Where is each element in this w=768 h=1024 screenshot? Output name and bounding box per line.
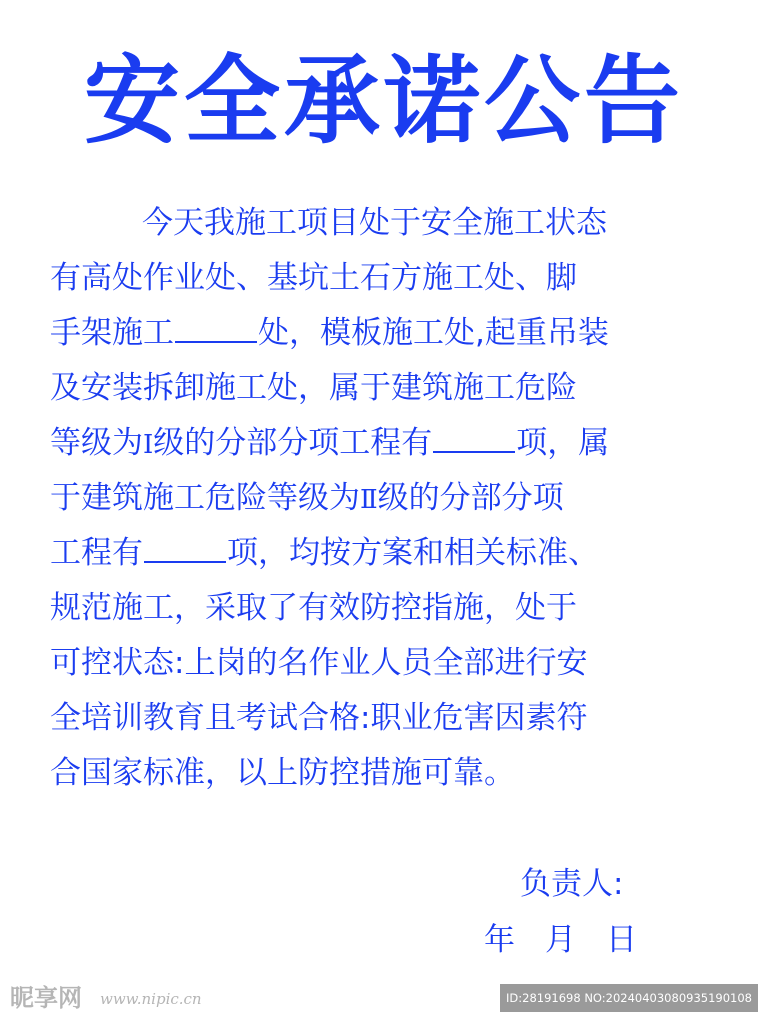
body-line-1: 今天我施工项目处于安全施工状态 — [142, 205, 607, 241]
watermark-logo: 昵享网 — [10, 984, 82, 1012]
roman-numeral-one: Ⅰ — [143, 430, 154, 460]
signature-block — [470, 862, 710, 962]
body-line-10: 全培训教育且考试合格:职业危害因素符 — [50, 700, 588, 736]
body-text: 级的分部分项工程有 — [153, 425, 433, 461]
body-line-8: 规范施工，采取了有效防控指施，处于 — [50, 590, 577, 626]
date-year: 年 — [484, 922, 515, 958]
roman-numeral-two: Ⅱ — [360, 485, 378, 515]
watermark-footer — [0, 980, 768, 1024]
body-text: 项，均按方案和相关标准、 — [227, 535, 599, 571]
body-line-6 — [50, 471, 730, 526]
body-text: 等级为 — [50, 425, 143, 461]
body-line-11: 合国家标准，以上防控措施可靠。 — [50, 755, 515, 791]
body-line-3 — [50, 306, 730, 361]
date-day: 日 — [606, 922, 637, 958]
watermark-url: www.nipic.cn — [100, 990, 202, 1008]
watermark-id-badge: ID:28191698 NO:20240403080935190108 — [500, 984, 758, 1012]
date-month: 月 — [545, 922, 576, 958]
date-line — [470, 918, 710, 962]
responsible-person-label: 负责人: — [520, 866, 624, 902]
body-text: 工程有 — [50, 535, 143, 571]
notice-body — [50, 196, 730, 801]
body-line-2: 有高处作业处、基坑土石方施工处、脚 — [50, 260, 577, 296]
body-line-9: 可控状态:上岗的名作业人员全部进行安 — [50, 645, 588, 681]
body-line-7 — [50, 526, 730, 581]
fill-blank — [433, 417, 515, 453]
body-text: 项，属 — [516, 425, 610, 461]
body-text: 级的分部分项 — [377, 480, 564, 516]
fill-blank — [144, 527, 226, 563]
body-text: 手架施工 — [50, 315, 174, 351]
body-line-4: 及安装拆卸施工处，属于建筑施工危险 — [50, 370, 577, 406]
body-line-5 — [50, 416, 730, 471]
body-text: 于建筑施工危险等级为 — [50, 480, 360, 516]
notice-title: 安全承诺公告 — [84, 45, 684, 157]
fill-blank — [175, 307, 257, 343]
body-text: 处，模板施工处,起重吊装 — [258, 315, 609, 351]
